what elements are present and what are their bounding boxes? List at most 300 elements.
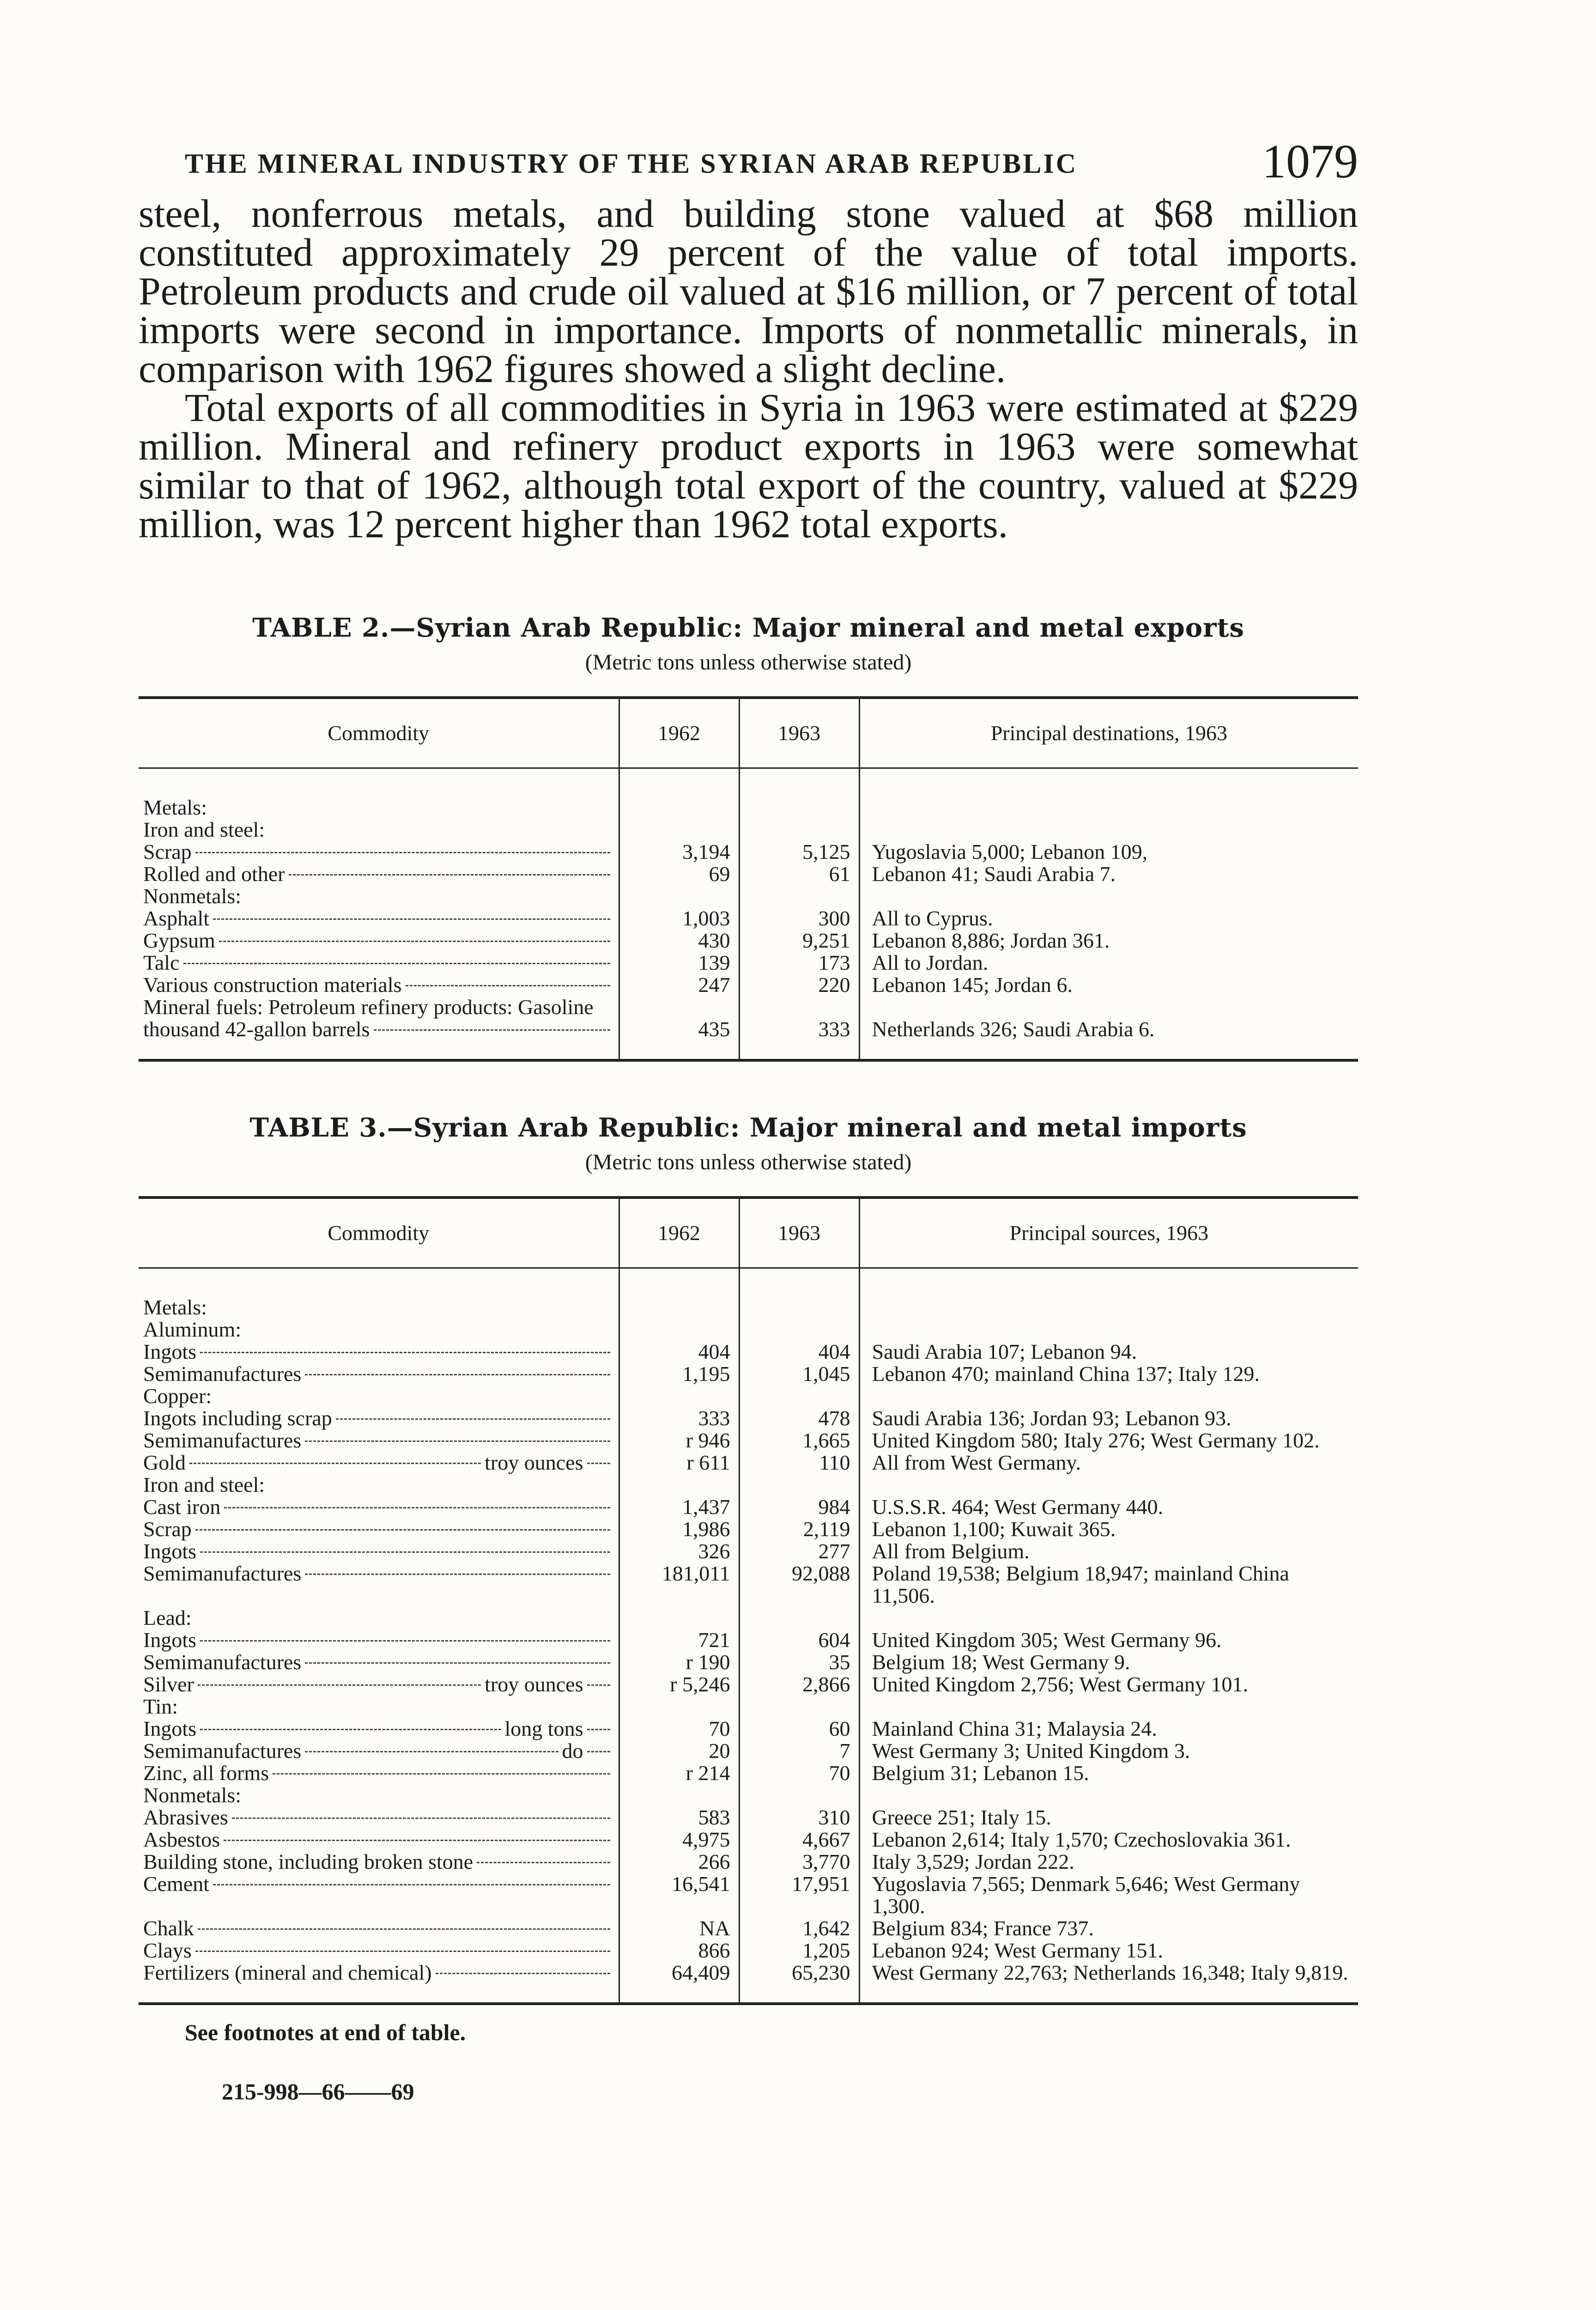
unit-label: long tons [504, 1717, 583, 1740]
table-row [139, 996, 1358, 1018]
commodity-cell [139, 952, 619, 974]
value-1962 [619, 1784, 739, 1806]
commodity-label: Talc [143, 951, 180, 974]
value-1963 [739, 768, 859, 819]
commodity-cell [139, 1474, 619, 1496]
value-1963: 478 [739, 1407, 859, 1429]
running-title: THE MINERAL INDUSTRY OF THE SYRIAN ARAB REPUBLIC [185, 148, 1078, 179]
principal-cell: All to Jordan. [859, 952, 1358, 974]
principal-cell: Lebanon 924; West Germany 151. [859, 1939, 1358, 1962]
table-row [139, 1429, 1358, 1452]
commodity-cell [139, 930, 619, 952]
commodity-cell [139, 1607, 619, 1629]
value-1962: 326 [619, 1540, 739, 1562]
principal-cell [859, 1385, 1358, 1407]
principal-cell: Lebanon 41; Saudi Arabia 7. [859, 863, 1358, 885]
table-row [139, 1562, 1358, 1607]
table-row [139, 1319, 1358, 1341]
value-1962: 247 [619, 974, 739, 996]
commodity-label: Iron and steel: [143, 818, 265, 841]
table3-header-1963: 1963 [739, 1198, 859, 1268]
value-1963: 61 [739, 863, 859, 885]
principal-cell: Saudi Arabia 107; Lebanon 94. [859, 1341, 1358, 1363]
table-row [139, 1407, 1358, 1429]
running-head [139, 125, 1358, 194]
commodity-label: Metals: [143, 796, 207, 819]
value-1963 [739, 1385, 859, 1407]
table3-header-1962: 1962 [619, 1198, 739, 1268]
commodity-label: Clays [143, 1939, 192, 1962]
value-1962 [619, 1268, 739, 1319]
commodity-cell [139, 1673, 619, 1696]
value-1963 [739, 1474, 859, 1496]
leader-dots [189, 1463, 481, 1464]
value-1963: 1,642 [739, 1917, 859, 1939]
commodity-label: Asbestos [143, 1828, 220, 1851]
commodity-label: Ingots [143, 1717, 196, 1740]
commodity-cell [139, 863, 619, 885]
value-1962 [619, 819, 739, 841]
table3-header-commodity: Commodity [139, 1198, 619, 1268]
leader-dots [195, 1529, 610, 1531]
principal-cell: Yugoslavia 7,565; Denmark 5,646; West Germany 1,300. [859, 1873, 1358, 1917]
value-1963: 300 [739, 907, 859, 930]
table-row [139, 1629, 1358, 1651]
leader-dots [587, 1684, 610, 1686]
value-1963: 5,125 [739, 841, 859, 863]
table-row [139, 1518, 1358, 1540]
value-1963 [739, 1784, 859, 1806]
value-1963: 70 [739, 1762, 859, 1784]
principal-cell [859, 1784, 1358, 1806]
commodity-cell [139, 1341, 619, 1363]
commodity-label: Gold [143, 1451, 186, 1474]
table2-title: TABLE 2.—Syrian Arab Republic: Major mineral and metal exports [252, 613, 1244, 643]
commodity-label: Various construction materials [143, 973, 402, 997]
table-row [139, 863, 1358, 885]
value-1963 [739, 1268, 859, 1319]
table3-body [139, 1268, 1358, 2004]
value-1962: 404 [619, 1341, 739, 1363]
leader-dots [200, 1551, 610, 1553]
table-row [139, 1784, 1358, 1806]
value-1962 [619, 1607, 739, 1629]
principal-cell: United Kingdom 2,756; West Germany 101. [859, 1673, 1358, 1696]
table2-header-destinations: Principal destinations, 1963 [859, 698, 1358, 768]
commodity-cell [139, 1496, 619, 1518]
commodity-label: Copper: [143, 1384, 212, 1408]
principal-cell: Netherlands 326; Saudi Arabia 6. [859, 1018, 1358, 1060]
table-row [139, 1540, 1358, 1562]
value-1963: 7 [739, 1740, 859, 1762]
value-1962: 69 [619, 863, 739, 885]
value-1962: r 190 [619, 1651, 739, 1673]
value-1963 [739, 819, 859, 841]
principal-cell [859, 996, 1358, 1018]
commodity-cell [139, 1018, 619, 1060]
leader-dots [195, 1951, 610, 1952]
commodity-cell [139, 1518, 619, 1540]
leader-dots [232, 1818, 610, 1819]
principal-cell: Lebanon 145; Jordan 6. [859, 974, 1358, 996]
table3 [139, 1196, 1358, 2005]
table2-body [139, 768, 1358, 1061]
value-1963: 4,667 [739, 1829, 859, 1851]
principal-cell [859, 1268, 1358, 1319]
value-1962 [619, 1696, 739, 1718]
table-row [139, 1762, 1358, 1784]
leader-dots [305, 1662, 610, 1664]
commodity-label: Building stone, including broken stone [143, 1850, 473, 1873]
value-1962 [619, 1474, 739, 1496]
commodity-cell [139, 1562, 619, 1607]
value-1963: 604 [739, 1629, 859, 1651]
table-row [139, 1917, 1358, 1939]
commodity-cell [139, 1784, 619, 1806]
leader-dots [198, 1928, 610, 1930]
table2-header-1963: 1963 [739, 698, 859, 768]
commodity-label: Rolled and other [143, 862, 285, 886]
commodity-label: Tin: [143, 1695, 178, 1718]
value-1962: 20 [619, 1740, 739, 1762]
value-1962: 1,437 [619, 1496, 739, 1518]
leader-dots [587, 1729, 610, 1730]
commodity-label: Iron and steel: [143, 1473, 265, 1496]
table2-header-1962: 1962 [619, 698, 739, 768]
leader-dots [200, 1729, 501, 1730]
principal-cell: United Kingdom 580; Italy 276; West Germany 102. [859, 1429, 1358, 1452]
principal-cell [859, 768, 1358, 819]
value-1962: 1,986 [619, 1518, 739, 1540]
leader-dots [200, 1640, 610, 1641]
table-row [139, 841, 1358, 863]
leader-dots [305, 1441, 610, 1442]
principal-cell [859, 1696, 1358, 1718]
paragraph-1: steel, nonferrous metals, and building stone valued at $68 million constituted approximately 29 percent of the value of total imports. Petroleum products and crude oil valued at $16 million, or 7 percent of total imports were second in importance. Imports of nonmetallic minerals, in comparison with 1962 figures showed a slight decline. [139, 191, 1358, 391]
value-1962: 139 [619, 952, 739, 974]
commodity-cell [139, 974, 619, 996]
commodity-label: Semimanufactures [143, 1562, 302, 1585]
value-1962: r 946 [619, 1429, 739, 1452]
table-row [139, 1474, 1358, 1496]
leader-dots [477, 1862, 610, 1863]
value-1962: 435 [619, 1018, 739, 1060]
table-row [139, 1452, 1358, 1474]
value-1963: 1,045 [739, 1363, 859, 1385]
table-row [139, 819, 1358, 841]
commodity-label: Nonmetals: [143, 884, 242, 908]
commodity-label: Aluminum: [143, 1318, 242, 1341]
commodity-label: Abrasives [143, 1805, 228, 1829]
leader-dots [273, 1773, 610, 1775]
leader-dots [305, 1374, 610, 1375]
leader-dots [587, 1463, 610, 1464]
commodity-cell [139, 1806, 619, 1829]
commodity-cell [139, 1762, 619, 1784]
page-number: 1079 [1262, 135, 1358, 188]
table-row [139, 768, 1358, 819]
commodity-label: Cement [143, 1872, 210, 1896]
commodity-label: Ingots [143, 1340, 196, 1363]
commodity-cell [139, 1917, 619, 1939]
commodity-label: Fertilizers (mineral and chemical) [143, 1961, 432, 1984]
value-1963: 1,665 [739, 1429, 859, 1452]
table-row [139, 885, 1358, 907]
value-1962 [619, 768, 739, 819]
commodity-label: Gypsum [143, 929, 215, 952]
document-page [139, 125, 1358, 2105]
value-1963: 60 [739, 1718, 859, 1740]
principal-cell: All from West Germany. [859, 1452, 1358, 1474]
commodity-label: Ingots including scrap [143, 1406, 332, 1430]
commodity-cell [139, 1696, 619, 1718]
value-1963 [739, 1319, 859, 1341]
commodity-cell [139, 1407, 619, 1429]
value-1962: 3,194 [619, 841, 739, 863]
commodity-cell [139, 996, 619, 1018]
principal-cell: All from Belgium. [859, 1540, 1358, 1562]
table2-header-commodity: Commodity [139, 698, 619, 768]
commodity-label: thousand 42-gallon barrels [143, 1017, 370, 1041]
value-1962: NA [619, 1917, 739, 1939]
table-row [139, 1962, 1358, 2004]
table-row [139, 1363, 1358, 1385]
commodity-label: Semimanufactures [143, 1650, 302, 1674]
table-row [139, 1939, 1358, 1962]
value-1963: 220 [739, 974, 859, 996]
principal-cell: Lebanon 8,886; Jordan 361. [859, 930, 1358, 952]
principal-cell: Mainland China 31; Malaysia 24. [859, 1718, 1358, 1740]
value-1962: 64,409 [619, 1962, 739, 2004]
leader-dots [195, 852, 610, 853]
principal-cell: All to Cyprus. [859, 907, 1358, 930]
principal-cell: West Germany 3; United Kingdom 3. [859, 1740, 1358, 1762]
leader-dots [289, 874, 610, 875]
value-1963: 92,088 [739, 1562, 859, 1607]
table-row [139, 1341, 1358, 1363]
value-1962: 4,975 [619, 1829, 739, 1851]
principal-cell [859, 885, 1358, 907]
principal-cell: West Germany 22,763; Netherlands 16,348; Italy 9,819. [859, 1962, 1358, 2004]
commodity-label: Scrap [143, 840, 192, 863]
principal-cell: Belgium 834; France 737. [859, 1917, 1358, 1939]
table-row [139, 1673, 1358, 1696]
principal-cell: Saudi Arabia 136; Jordan 93; Lebanon 93. [859, 1407, 1358, 1429]
leader-dots [200, 1352, 610, 1353]
value-1962: 333 [619, 1407, 739, 1429]
principal-cell: Yugoslavia 5,000; Lebanon 109, [859, 841, 1358, 863]
table-row [139, 1851, 1358, 1873]
commodity-cell [139, 1540, 619, 1562]
leader-dots [224, 1840, 610, 1841]
value-1962: 181,011 [619, 1562, 739, 1607]
table-row [139, 974, 1358, 996]
commodity-cell [139, 1740, 619, 1762]
leader-dots [213, 918, 610, 920]
principal-cell: Poland 19,538; Belgium 18,947; mainland China 11,506. [859, 1562, 1358, 1607]
table3-header-row [139, 1198, 1358, 1268]
commodity-label: Scrap [143, 1517, 192, 1541]
commodity-cell [139, 1319, 619, 1341]
principal-cell: U.S.S.R. 464; West Germany 440. [859, 1496, 1358, 1518]
commodity-label: Chalk [143, 1916, 194, 1940]
commodity-label: Ingots [143, 1628, 196, 1652]
table-row [139, 1696, 1358, 1718]
leader-dots [183, 963, 610, 964]
table-row [139, 1806, 1358, 1829]
leader-dots [219, 941, 610, 942]
commodity-label: Zinc, all forms [143, 1761, 269, 1785]
table-row [139, 1385, 1358, 1407]
value-1962 [619, 1319, 739, 1341]
unit-label: troy ounces [485, 1451, 583, 1474]
commodity-cell [139, 841, 619, 863]
value-1963: 65,230 [739, 1962, 859, 2004]
principal-cell: Greece 251; Italy 15. [859, 1806, 1358, 1829]
table-row [139, 1829, 1358, 1851]
print-code: 215-998—66——69 [222, 2079, 414, 2104]
principal-cell [859, 1319, 1358, 1341]
table2-header-row [139, 698, 1358, 768]
principal-cell: Lebanon 1,100; Kuwait 365. [859, 1518, 1358, 1540]
commodity-label: Mineral fuels: Petroleum refinery products: Gasoline [143, 995, 594, 1019]
leader-dots [374, 1029, 610, 1031]
table-row [139, 930, 1358, 952]
leader-dots [213, 1884, 610, 1885]
table-row [139, 1268, 1358, 1319]
unit-label: troy ounces [485, 1672, 583, 1696]
unit-label: do [562, 1739, 583, 1763]
value-1963: 9,251 [739, 930, 859, 952]
principal-cell [859, 1474, 1358, 1496]
principal-cell: Lebanon 2,614; Italy 1,570; Czechoslovakia 361. [859, 1829, 1358, 1851]
value-1962: 866 [619, 1939, 739, 1962]
principal-cell [859, 1607, 1358, 1629]
value-1962: r 611 [619, 1452, 739, 1474]
commodity-cell [139, 1363, 619, 1385]
commodity-label: Ingots [143, 1539, 196, 1563]
table2 [139, 696, 1358, 1062]
commodity-cell [139, 1268, 619, 1319]
commodity-cell [139, 1429, 619, 1452]
commodity-cell [139, 1962, 619, 2004]
leader-dots [224, 1507, 610, 1508]
leader-dots [406, 985, 610, 986]
value-1962 [619, 885, 739, 907]
value-1962: 1,195 [619, 1363, 739, 1385]
commodity-cell [139, 907, 619, 930]
table-row [139, 1740, 1358, 1762]
value-1963: 110 [739, 1452, 859, 1474]
value-1963 [739, 1696, 859, 1718]
principal-cell [859, 819, 1358, 841]
footnote-note: See footnotes at end of table. [185, 2019, 466, 2045]
value-1963: 2,866 [739, 1673, 859, 1696]
commodity-label: Silver [143, 1672, 194, 1696]
principal-cell: Belgium 31; Lebanon 15. [859, 1762, 1358, 1784]
principal-cell: Lebanon 470; mainland China 137; Italy 129. [859, 1363, 1358, 1385]
value-1963: 3,770 [739, 1851, 859, 1873]
table-row [139, 907, 1358, 930]
table-row [139, 1018, 1358, 1060]
commodity-cell [139, 1629, 619, 1651]
table3-subtitle: (Metric tons unless otherwise stated) [585, 1150, 912, 1174]
value-1962: 70 [619, 1718, 739, 1740]
commodity-label: Semimanufactures [143, 1739, 302, 1763]
commodity-cell [139, 819, 619, 841]
value-1962 [619, 996, 739, 1018]
paragraph-2: Total exports of all commodities in Syria in 1963 were estimated at $229 million. Mineral and refinery product exports in 1963 were somewhat similar to that of 1962, although total export of the country, valued at $229 million, was 12 percent higher than 1962 total exports. [139, 385, 1358, 546]
leader-dots [305, 1574, 610, 1575]
value-1963: 277 [739, 1540, 859, 1562]
value-1962: r 214 [619, 1762, 739, 1784]
value-1962: 721 [619, 1629, 739, 1651]
value-1963: 1,205 [739, 1939, 859, 1962]
commodity-label: Nonmetals: [143, 1783, 242, 1807]
commodity-label: Cast iron [143, 1495, 221, 1519]
leader-dots [336, 1418, 610, 1420]
value-1963: 173 [739, 952, 859, 974]
table-row [139, 1607, 1358, 1629]
commodity-cell [139, 1385, 619, 1407]
table-row [139, 1873, 1358, 1917]
value-1963: 404 [739, 1341, 859, 1363]
value-1963 [739, 996, 859, 1018]
leader-dots [587, 1751, 610, 1752]
value-1962: 583 [619, 1806, 739, 1829]
value-1962 [619, 1385, 739, 1407]
commodity-cell [139, 1452, 619, 1474]
value-1963: 35 [739, 1651, 859, 1673]
commodity-cell [139, 1851, 619, 1873]
value-1963: 310 [739, 1806, 859, 1829]
principal-cell: United Kingdom 305; West Germany 96. [859, 1629, 1358, 1651]
commodity-cell [139, 885, 619, 907]
value-1962: 1,003 [619, 907, 739, 930]
table3-title: TABLE 3.—Syrian Arab Republic: Major mineral and metal imports [249, 1112, 1247, 1143]
commodity-cell [139, 1939, 619, 1962]
value-1962: 266 [619, 1851, 739, 1873]
table3-header-sources: Principal sources, 1963 [859, 1198, 1358, 1268]
principal-cell: Belgium 18; West Germany 9. [859, 1651, 1358, 1673]
commodity-label: Metals: [143, 1295, 207, 1319]
value-1963: 333 [739, 1018, 859, 1060]
commodity-cell [139, 1651, 619, 1673]
value-1963: 17,951 [739, 1873, 859, 1917]
principal-cell: Italy 3,529; Jordan 222. [859, 1851, 1358, 1873]
commodity-label: Lead: [143, 1606, 192, 1629]
commodity-label: Asphalt [143, 906, 210, 930]
value-1963 [739, 1607, 859, 1629]
value-1963 [739, 885, 859, 907]
value-1963: 2,119 [739, 1518, 859, 1540]
commodity-cell [139, 1873, 619, 1917]
commodity-label: Semimanufactures [143, 1362, 302, 1386]
table-row [139, 1718, 1358, 1740]
leader-dots [305, 1751, 558, 1752]
commodity-label: Semimanufactures [143, 1429, 302, 1452]
commodity-cell [139, 1829, 619, 1851]
commodity-cell [139, 1718, 619, 1740]
leader-dots [198, 1684, 481, 1686]
leader-dots [436, 1973, 610, 1974]
value-1962: 430 [619, 930, 739, 952]
commodity-cell [139, 768, 619, 819]
value-1962: 16,541 [619, 1873, 739, 1917]
table-row [139, 1496, 1358, 1518]
table-row [139, 1651, 1358, 1673]
table2-subtitle: (Metric tons unless otherwise stated) [585, 650, 912, 675]
